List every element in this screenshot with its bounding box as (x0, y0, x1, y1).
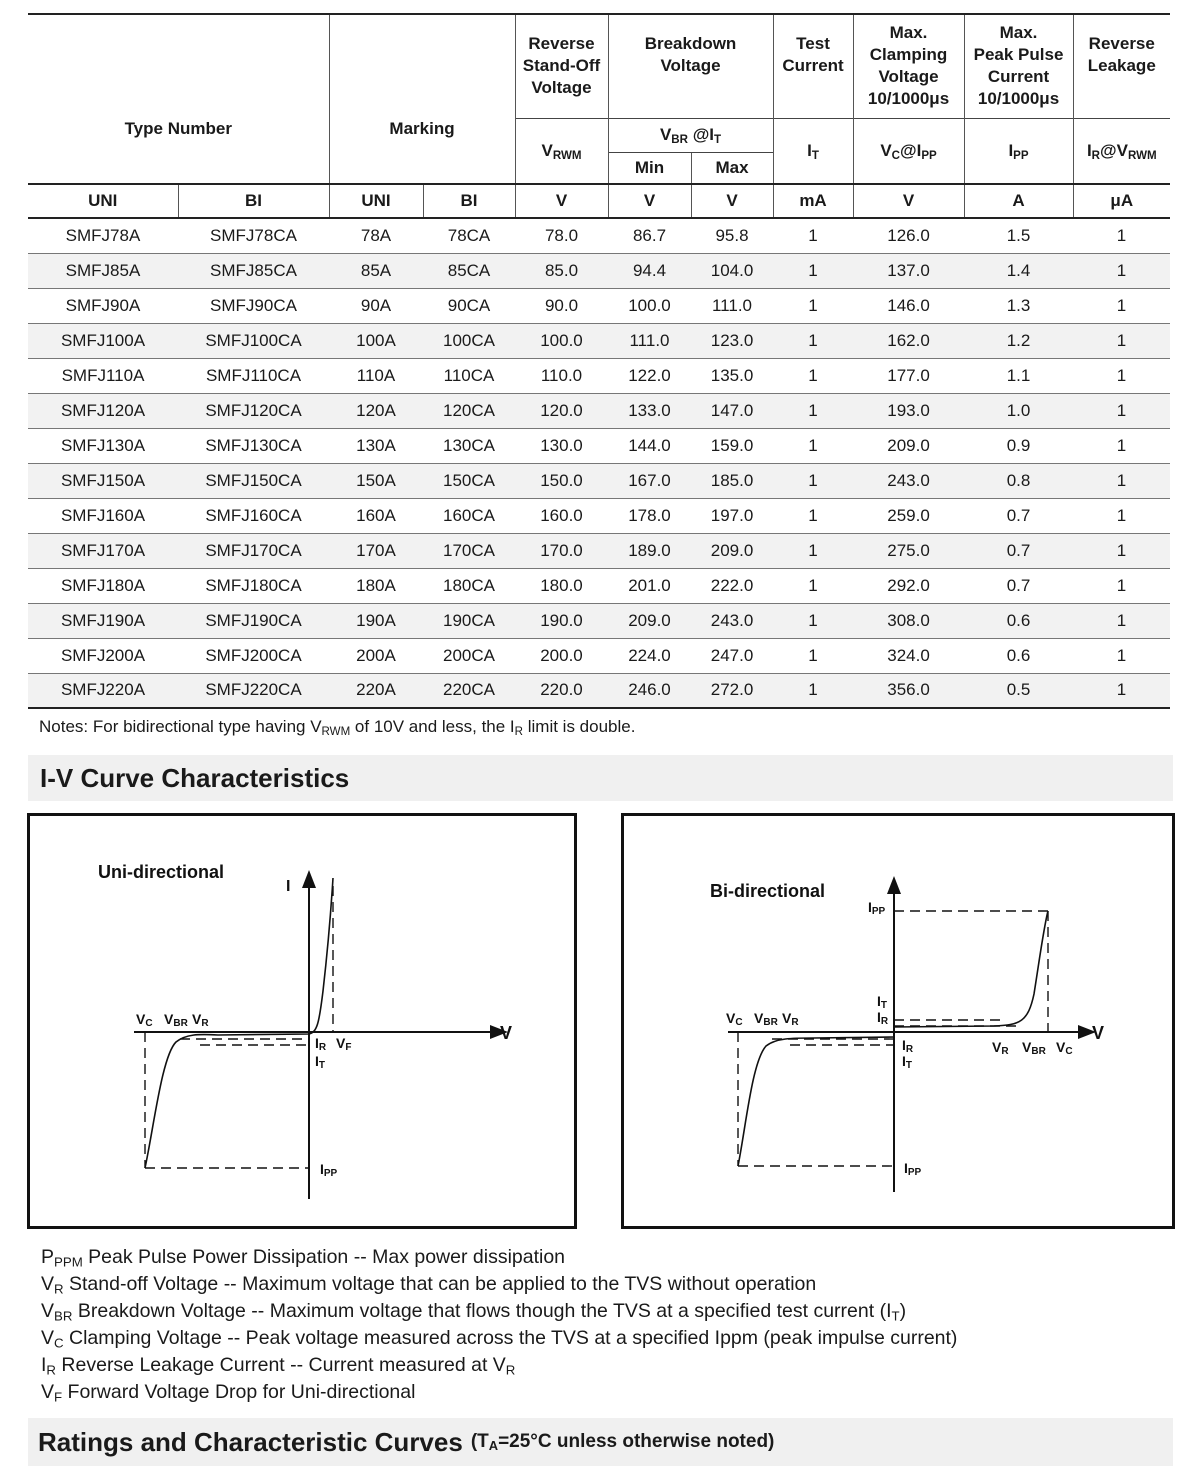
table-cell: 86.7 (608, 218, 691, 253)
table-cell: 130A (329, 428, 423, 463)
table-cell: 1.1 (964, 358, 1073, 393)
bi-vr-right-label: VR (992, 1039, 1009, 1057)
table-cell: 197.0 (691, 498, 773, 533)
table-cell: 1 (1073, 568, 1170, 603)
table-cell: SMFJ110CA (178, 358, 329, 393)
table-cell: SMFJ160CA (178, 498, 329, 533)
table-cell: 110.0 (515, 358, 608, 393)
table-row (28, 393, 1170, 428)
table-notes: Notes: For bidirectional type having $V_{RWM}$ of 10V and less, the $I_R$ limit is double. (39, 717, 636, 738)
uni-i-axis-label: I (286, 878, 291, 895)
table-cell: 209.0 (853, 428, 964, 463)
table-cell: 292.0 (853, 568, 964, 603)
table-cell: 78CA (423, 218, 515, 253)
table-cell: 0.6 (964, 603, 1073, 638)
header-max: Max (691, 152, 773, 184)
table-cell: 356.0 (853, 673, 964, 708)
uni-directional-iv-diagram (27, 813, 577, 1229)
table-cell: 100CA (423, 323, 515, 358)
bi-ipp-bot-label: IPP (904, 1160, 922, 1178)
bi-vc-right-label: VC (1056, 1039, 1073, 1057)
table-cell: 160A (329, 498, 423, 533)
table-cell: 150.0 (515, 463, 608, 498)
table-cell: 308.0 (853, 603, 964, 638)
table-cell: 85.0 (515, 253, 608, 288)
table-cell: 1 (1073, 498, 1170, 533)
unit-vrwm: V (515, 184, 608, 218)
unit-vbr-max: V (691, 184, 773, 218)
table-cell: 95.8 (691, 218, 773, 253)
table-cell: 123.0 (691, 323, 773, 358)
header-min: Min (608, 152, 691, 184)
table-cell: 1 (773, 323, 853, 358)
table-cell: 1 (1073, 533, 1170, 568)
table-cell: 324.0 (853, 638, 964, 673)
table-row (28, 638, 1170, 673)
table-cell: 78.0 (515, 218, 608, 253)
header-reverse-standoff: Reverse Stand-Off Voltage (515, 14, 608, 118)
bi-title: Bi-directional (710, 881, 826, 901)
header-uni-marking: UNI (329, 184, 423, 218)
table-cell: 130.0 (515, 428, 608, 463)
table-cell: 1 (773, 358, 853, 393)
table-cell: 1 (1073, 218, 1170, 253)
table-cell: 1 (1073, 638, 1170, 673)
uni-iv-svg (30, 816, 574, 1226)
parameter-definitions (41, 1244, 957, 1406)
uni-ir-label: IR (315, 1035, 327, 1053)
table-cell: 1 (773, 673, 853, 708)
table-cell: 220CA (423, 673, 515, 708)
definition-pppm: $P_{PPM}$ Peak Pulse Power Dissipation -- Max power dissipation (41, 1246, 566, 1270)
table-cell: 1.3 (964, 288, 1073, 323)
table-cell: 160.0 (515, 498, 608, 533)
table-cell: SMFJ190CA (178, 603, 329, 638)
unit-vbr-min: V (608, 184, 691, 218)
table-cell: 1 (1073, 358, 1170, 393)
table-body (28, 218, 1170, 708)
table-cell: 0.7 (964, 533, 1073, 568)
table-cell: 160CA (423, 498, 515, 533)
table-cell: 1 (773, 603, 853, 638)
bi-ir-bot-label: IR (902, 1037, 914, 1055)
table-cell: 1 (773, 253, 853, 288)
table-cell: 246.0 (608, 673, 691, 708)
table-cell: 100.0 (515, 323, 608, 358)
uni-ipp-label: IPP (320, 1161, 338, 1179)
table-cell: SMFJ90A (28, 288, 178, 323)
table-cell: SMFJ200CA (178, 638, 329, 673)
bi-directional-iv-diagram (621, 813, 1175, 1229)
table-cell: SMFJ110A (28, 358, 178, 393)
table-cell: 90CA (423, 288, 515, 323)
bi-i-arrow-icon (887, 876, 901, 894)
table-cell: 180A (329, 568, 423, 603)
table-cell: 1 (773, 498, 853, 533)
table-cell: 110A (329, 358, 423, 393)
unit-ipp: A (964, 184, 1073, 218)
table-cell: 193.0 (853, 393, 964, 428)
table-cell: SMFJ100A (28, 323, 178, 358)
table-row (28, 288, 1170, 323)
uni-it-label: IT (315, 1053, 325, 1071)
table-row (28, 358, 1170, 393)
table-cell: 209.0 (691, 533, 773, 568)
table-cell: 0.5 (964, 673, 1073, 708)
table-cell: 272.0 (691, 673, 773, 708)
table-cell: 110CA (423, 358, 515, 393)
bi-vr-left-label: VR (782, 1010, 799, 1028)
uni-vbr-label: VBR (164, 1011, 188, 1029)
table-cell: 190CA (423, 603, 515, 638)
bi-ipp-top-label: IPP (868, 899, 886, 917)
symbol-ipp: $I_{PP}$ (964, 118, 1073, 184)
table-cell: 189.0 (608, 533, 691, 568)
symbol-vc-at-ipp: $V_C@I_{PP}$ (853, 118, 964, 184)
table-cell: SMFJ120A (28, 393, 178, 428)
table-cell: SMFJ220A (28, 673, 178, 708)
table-row (28, 568, 1170, 603)
table-cell: 135.0 (691, 358, 773, 393)
table-cell: 104.0 (691, 253, 773, 288)
unit-vc: V (853, 184, 964, 218)
table-cell: SMFJ100CA (178, 323, 329, 358)
table-cell: 133.0 (608, 393, 691, 428)
table-cell: 190A (329, 603, 423, 638)
table-row (28, 428, 1170, 463)
ratings-condition: ($T_A=25^\circ C$ unless otherwise noted) (470, 1431, 775, 1454)
specifications-table (28, 13, 1170, 709)
uni-vc-label: VC (136, 1011, 153, 1029)
table-cell: 122.0 (608, 358, 691, 393)
table-cell: 185.0 (691, 463, 773, 498)
definition-vr: $V_R$ Stand-off Voltage -- Maximum voltage that can be applied to the TVS without operation (41, 1273, 817, 1297)
header-test-current: Test Current (773, 14, 853, 118)
table-cell: 170A (329, 533, 423, 568)
header-type-number: Type Number (28, 14, 329, 184)
table-row (28, 323, 1170, 358)
bi-vbr-left-label: VBR (754, 1010, 778, 1028)
table-cell: 111.0 (608, 323, 691, 358)
table-cell: 1 (1073, 463, 1170, 498)
table-cell: SMFJ90CA (178, 288, 329, 323)
table-cell: 190.0 (515, 603, 608, 638)
table-cell: 1 (773, 463, 853, 498)
table-cell: 150CA (423, 463, 515, 498)
table-cell: 0.8 (964, 463, 1073, 498)
table-cell: 146.0 (853, 288, 964, 323)
table-cell: 243.0 (853, 463, 964, 498)
unit-it: mA (773, 184, 853, 218)
table-cell: 0.6 (964, 638, 1073, 673)
table-cell: 1.2 (964, 323, 1073, 358)
table-cell: 220A (329, 673, 423, 708)
table-cell: 1.0 (964, 393, 1073, 428)
table-cell: 170CA (423, 533, 515, 568)
table-cell: SMFJ200A (28, 638, 178, 673)
table-cell: SMFJ160A (28, 498, 178, 533)
table-cell: 1 (773, 533, 853, 568)
table-cell: 1 (1073, 603, 1170, 638)
table-cell: 200A (329, 638, 423, 673)
table-cell: SMFJ85CA (178, 253, 329, 288)
table-cell: 85CA (423, 253, 515, 288)
header-clamping-voltage: Max. Clamping Voltage 10/1000μs (853, 14, 964, 118)
uni-title: Uni-directional (98, 862, 225, 882)
table-cell: 0.7 (964, 498, 1073, 533)
table-cell: 0.7 (964, 568, 1073, 603)
unit-ir: μA (1073, 184, 1170, 218)
table-cell: 1 (1073, 428, 1170, 463)
table-cell: SMFJ220CA (178, 673, 329, 708)
symbol-vrwm: $V_{RWM}$ (515, 118, 608, 184)
table-cell: SMFJ180CA (178, 568, 329, 603)
table-cell: 90.0 (515, 288, 608, 323)
header-marking: Marking (329, 14, 515, 184)
table-cell: SMFJ78A (28, 218, 178, 253)
table-cell: 1 (773, 428, 853, 463)
table-cell: 120A (329, 393, 423, 428)
table-cell: 200.0 (515, 638, 608, 673)
table-cell: SMFJ180A (28, 568, 178, 603)
table-cell: SMFJ130A (28, 428, 178, 463)
table-cell: 1.4 (964, 253, 1073, 288)
symbol-ir-at-vrwm: $I_R@V_{RWM}$ (1073, 118, 1170, 184)
table-cell: 1 (773, 393, 853, 428)
table-cell: 167.0 (608, 463, 691, 498)
table-cell: 224.0 (608, 638, 691, 673)
table-cell: 90A (329, 288, 423, 323)
header-bi-type: BI (178, 184, 329, 218)
table-cell: 162.0 (853, 323, 964, 358)
uni-v-axis-label: V (500, 1023, 513, 1043)
definition-vc: $V_C$ Clamping Voltage -- Peak voltage measured across the TVS at a specified Ippm (peak impulse current) (41, 1327, 958, 1351)
table-cell: 259.0 (853, 498, 964, 533)
table-cell: 100.0 (608, 288, 691, 323)
bi-it-bot-label: IT (902, 1053, 912, 1071)
table-cell: 150A (329, 463, 423, 498)
table-row (28, 498, 1170, 533)
table-row (28, 218, 1170, 253)
table-cell: 126.0 (853, 218, 964, 253)
table-cell: 177.0 (853, 358, 964, 393)
bi-ir-top-label: IR (877, 1009, 889, 1027)
bi-iv-svg (624, 816, 1172, 1226)
symbol-vbr-at-it: $V_{BR}$ $@I_T$ (608, 118, 773, 152)
header-peak-pulse-current: Max. Peak Pulse Current 10/1000μs (964, 14, 1073, 118)
uni-vr-label: VR (192, 1011, 209, 1029)
table-cell: 1 (773, 288, 853, 323)
table-cell: SMFJ190A (28, 603, 178, 638)
table-row (28, 673, 1170, 708)
bi-it-top-label: IT (877, 993, 887, 1011)
table-cell: 180.0 (515, 568, 608, 603)
table-cell: 1 (773, 638, 853, 673)
table-cell: SMFJ150CA (178, 463, 329, 498)
header-breakdown-voltage: Breakdown Voltage (608, 14, 773, 118)
definition-vbr: $V_{BR}$ Breakdown Voltage -- Maximum voltage that flows though the TVS at a specified test current $(I_T)$ (41, 1300, 907, 1324)
bi-vbr-right-label: VBR (1022, 1039, 1046, 1057)
table-cell: 1 (1073, 288, 1170, 323)
table-cell: 100A (329, 323, 423, 358)
table-cell: 1 (1073, 253, 1170, 288)
header-reverse-leakage: Reverse Leakage (1073, 14, 1170, 118)
table-cell: 111.0 (691, 288, 773, 323)
table-cell: 170.0 (515, 533, 608, 568)
symbol-it: $I_T$ (773, 118, 853, 184)
table-cell: 1 (1073, 673, 1170, 708)
table-cell: 120.0 (515, 393, 608, 428)
table-cell: 144.0 (608, 428, 691, 463)
table-cell: 275.0 (853, 533, 964, 568)
table-cell: 78A (329, 218, 423, 253)
table-cell: 180CA (423, 568, 515, 603)
bi-vc-left-label: VC (726, 1010, 743, 1028)
table-cell: 85A (329, 253, 423, 288)
table-cell: 1.5 (964, 218, 1073, 253)
table-cell: 94.4 (608, 253, 691, 288)
table-cell: 222.0 (691, 568, 773, 603)
table-cell: SMFJ78CA (178, 218, 329, 253)
definition-vf: $V_F$ Forward Voltage Drop for Uni-directional (41, 1381, 416, 1405)
uni-i-arrow-icon (302, 870, 316, 888)
table-cell: 0.9 (964, 428, 1073, 463)
table-cell: SMFJ170A (28, 533, 178, 568)
table-cell: SMFJ130CA (178, 428, 329, 463)
table-cell: SMFJ120CA (178, 393, 329, 428)
table-cell: 200CA (423, 638, 515, 673)
table-cell: 1 (1073, 323, 1170, 358)
table-cell: 247.0 (691, 638, 773, 673)
table-row (28, 253, 1170, 288)
table-cell: SMFJ85A (28, 253, 178, 288)
table-cell: 1 (1073, 393, 1170, 428)
table-cell: 159.0 (691, 428, 773, 463)
table-cell: 137.0 (853, 253, 964, 288)
header-uni-type: UNI (28, 184, 178, 218)
ratings-section-title: Ratings and Characteristic Curves ($T_A=25^\circ C$ unless otherwise noted) (28, 1418, 1173, 1466)
table-cell: 1 (773, 568, 853, 603)
table-cell: SMFJ170CA (178, 533, 329, 568)
table-cell: 130CA (423, 428, 515, 463)
table-cell: 201.0 (608, 568, 691, 603)
table-cell: 220.0 (515, 673, 608, 708)
table-row (28, 603, 1170, 638)
table-cell: 147.0 (691, 393, 773, 428)
table-cell: SMFJ150A (28, 463, 178, 498)
table-cell: 1 (773, 218, 853, 253)
iv-curve-section-title: I-V Curve Characteristics (28, 755, 1173, 801)
header-bi-marking: BI (423, 184, 515, 218)
table-cell: 209.0 (608, 603, 691, 638)
uni-vf-label: VF (336, 1035, 352, 1053)
table-cell: 178.0 (608, 498, 691, 533)
table-row (28, 533, 1170, 568)
table-cell: 120CA (423, 393, 515, 428)
table-cell: 243.0 (691, 603, 773, 638)
table-row (28, 463, 1170, 498)
definition-ir: $I_R$ Reverse Leakage Current -- Current measured at $V_R$ (41, 1354, 516, 1378)
bi-v-axis-label: V (1092, 1023, 1105, 1043)
